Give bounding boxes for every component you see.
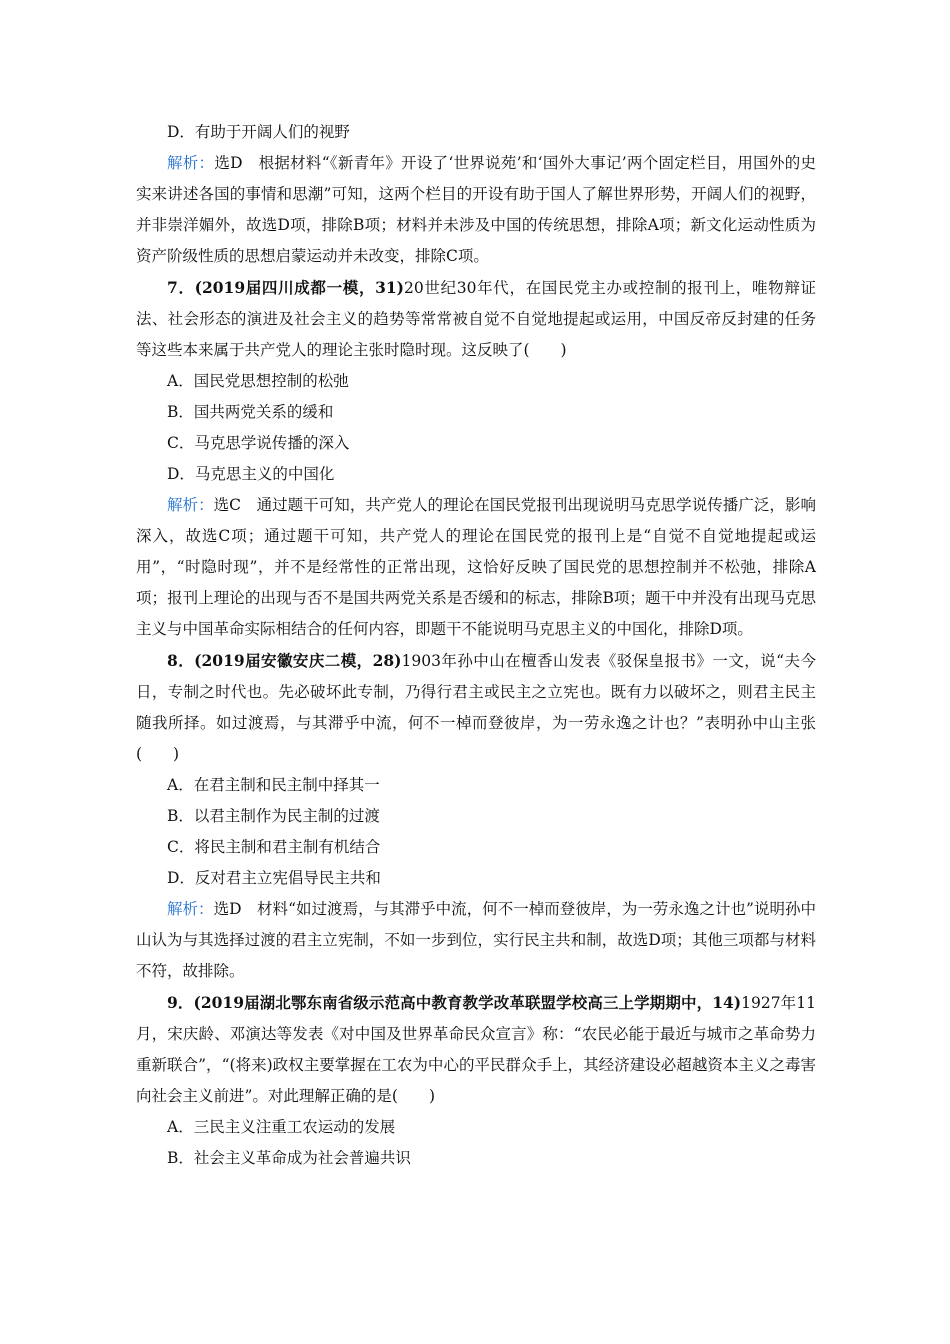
analysis-8	[136, 894, 816, 987]
analysis-text: 选D 材料“如过渡焉，与其滞乎中流，何不一棹而登彼岸，为一劳永逸之计也”说明孙中山认为与其选择过渡的君主立宪制，不如一步到位，实行民主共和制，故选D项；其他三项都与材料不符，故排除。	[136, 900, 816, 980]
option-8d: D．反对君主立宪倡导民主共和	[167, 869, 381, 887]
option-7c: C．马克思学说传播的深入	[167, 434, 350, 452]
option-8a: A．在君主制和民主制中择其一	[167, 776, 380, 794]
option-9b: B．社会主义革命成为社会普遍共识	[167, 1149, 411, 1167]
question-stem: 20世纪30年代，在国民党主办或控制的报刊上，唯物辩证法、社会形态的演进及社会主义的趋势等常常被自觉不自觉地提起或运用，中国反帝反封建的任务等这些本来属于共产党人的理论主张时隐时现。这反映了( )	[136, 279, 816, 359]
question-8	[136, 645, 816, 770]
analysis-label: 解析：	[167, 496, 214, 514]
question-source: (2019届安徽安庆二模，28)	[194, 651, 402, 670]
document-body	[136, 117, 816, 1174]
option-6d: D．有助于开阔人们的视野	[167, 123, 350, 141]
question-number: 8．	[167, 651, 195, 670]
analysis-7	[136, 490, 816, 645]
question-number: 9．	[167, 993, 194, 1012]
analysis-label: 解析：	[167, 154, 215, 172]
question-stem: 1927年11月，宋庆龄、邓演达等发表《对中国及世界革命民众宣言》称：“农民必能于最近与城市之革命势力重新联合”，“(将来)政权主要掌握在工农为中心的平民群众手上，其经济建设必超越资本主义之毒害向社会主义前进”。对此理解正确的是( )	[136, 994, 816, 1105]
option-9a: A．三民主义注重工农运动的发展	[167, 1118, 396, 1136]
option-7a: A．国民党思想控制的松弛	[167, 372, 349, 390]
question-source: (2019届湖北鄂东南省级示范高中教育教学改革联盟学校高三上学期期中，14)	[193, 993, 742, 1012]
option-8c: C．将民主制和君主制有机结合	[167, 838, 381, 856]
question-source: (2019届四川成都一模，31)	[194, 278, 405, 297]
question-7	[136, 272, 816, 366]
option-7b: B．国共两党关系的缓和	[167, 403, 334, 421]
analysis-6	[136, 148, 816, 272]
option-8b: B．以君主制作为民主制的过渡	[167, 807, 380, 825]
analysis-label: 解析：	[167, 900, 214, 918]
question-9	[136, 987, 816, 1112]
option-7d: D．马克思主义的中国化	[167, 465, 335, 483]
analysis-text: 选C 通过题干可知，共产党人的理论在国民党报刊出现说明马克思学说传播广泛，影响深入，故选C项；通过题干可知，共产党人的理论在国民党的报刊上是“自觉不自觉地提起或运用”，“时隐时现”，并不是经常性的正常出现，这恰好反映了国民党的思想控制并不松弛，排除A项；报刊上理论的出现与否不是国共两党关系是否缓和的标志，排除B项；题干中并没有出现马克思主义与中国革命实际相结合的任何内容，即题干不能说明马克思主义的中国化，排除D项。	[136, 496, 816, 638]
question-number: 7．	[167, 278, 195, 297]
analysis-text: 选D 根据材料“《新青年》开设了‘世界说苑’和‘国外大事记’两个固定栏目，用国外的史实来讲述各国的事情和思潮”可知，这两个栏目的开设有助于国人了解世界形势，开阔人们的视野，并非崇洋媚外，故选D项，排除B项；材料并未涉及中国的传统思想，排除A项；新文化运动性质为资产阶级性质的思想启蒙运动并未改变，排除C项。	[136, 154, 816, 265]
question-stem: 1903年孙中山在檀香山发表《驳保皇报书》一文，说“夫今日，专制之时代也。先必破坏此专制，乃得行君主或民主之立宪也。既有力以破坏之，则君主民主随我所择。如过渡焉，与其滞乎中流，何不一棹而登彼岸，为一劳永逸之计也？”表明孙中山主张( )	[136, 652, 816, 763]
